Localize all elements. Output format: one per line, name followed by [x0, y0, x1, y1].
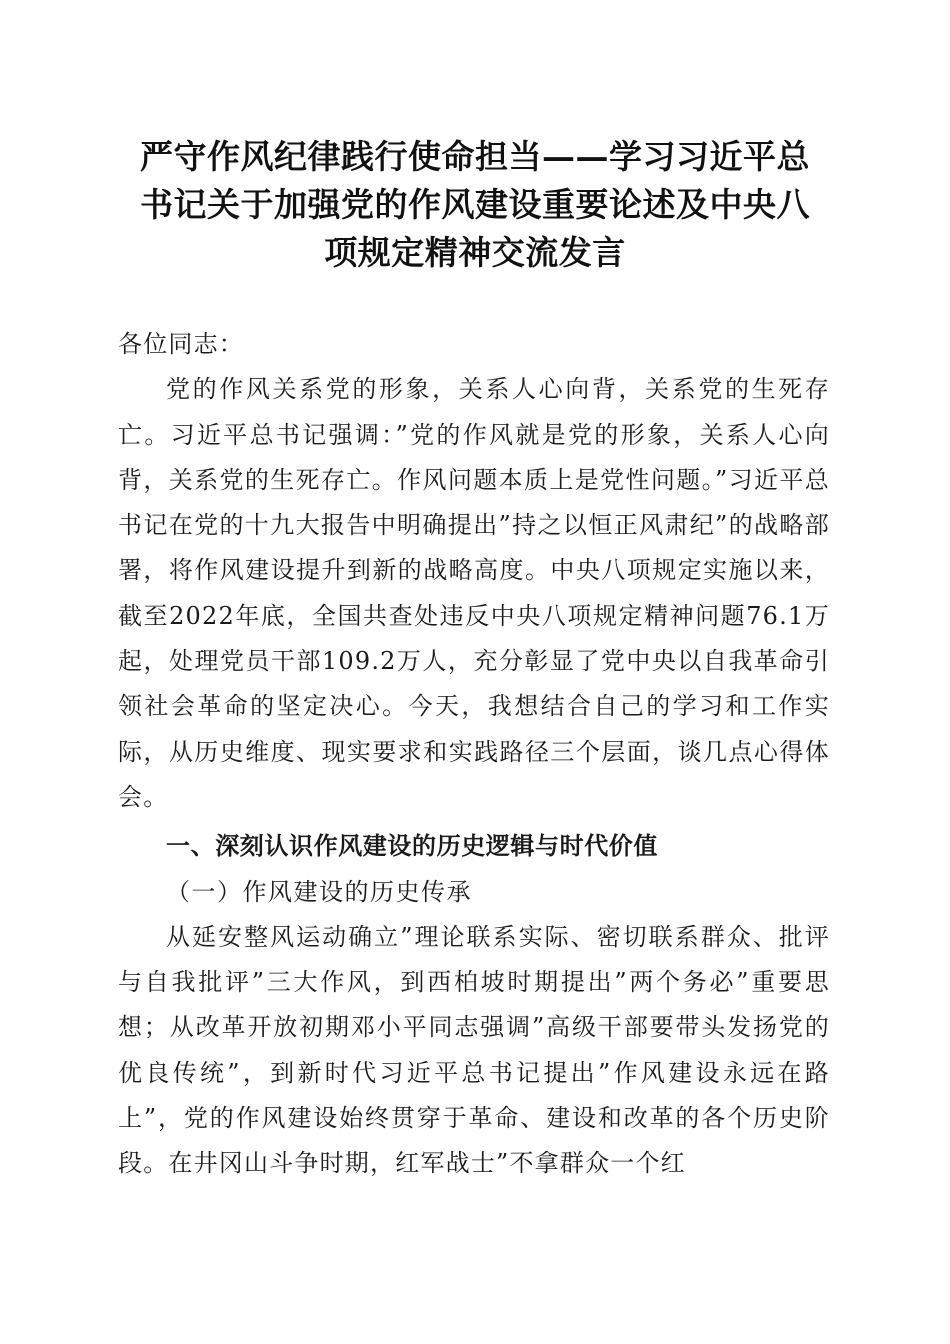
- section-1-heading: 一、深刻认识作风建设的历史逻辑与时代价值: [166, 832, 658, 861]
- intro-paragraph: 党的作风关系党的形象，关系人心向背，关系党的生死存亡。习近平总书记强调：”党的作风就是党的形象，关系人心向背，关系党的生死存亡。作风问题本质上是党性问题。”习近平总书记在党的十九大报告中明确提出”持之以恒正风肃纪”的战略部署，将作风建设提升到新的战略高度。中央八项规定实施以来，截至2022年底，全国共查处违反中央八项规定精神问题76.1万起，处理党员干部109.2万人，充分彰显了党中央以自我革命引领社会革命的坚定决心。今天，我想结合自己的学习和工作实际，从历史维度、现实要求和实践路径三个层面，谈几点心得体会。: [118, 375, 830, 811]
- salutation: 各位同志：: [118, 330, 244, 358]
- subsection-1-heading: （一）作风建设的历史传承: [166, 877, 472, 906]
- title-line-3: 项规定精神交流发言: [324, 233, 626, 272]
- title-line-2: 书记关于加强党的作风建设重要论述及中央八: [140, 185, 810, 224]
- subsection-1-paragraph: 从延安整风运动确立”理论联系实际、密切联系群众、批评与自我批评”三大作风，到西柏坡时期提出”两个务必”重要思想；从改革开放初期邓小平同志强调”高级干部要带头发扬党的优良传统”，到新时代习近平总书记提出”作风建设永远在路上”，党的作风建设始终贯穿于革命、建设和改革的各个历史阶段。在井冈山斗争时期，红军战士”不拿群众一个红: [118, 922, 830, 1178]
- document-body: [118, 322, 830, 1187]
- document-title: [100, 133, 850, 277]
- title-line-1: 严守作风纪律践行使命担当——学习习近平总: [140, 137, 810, 176]
